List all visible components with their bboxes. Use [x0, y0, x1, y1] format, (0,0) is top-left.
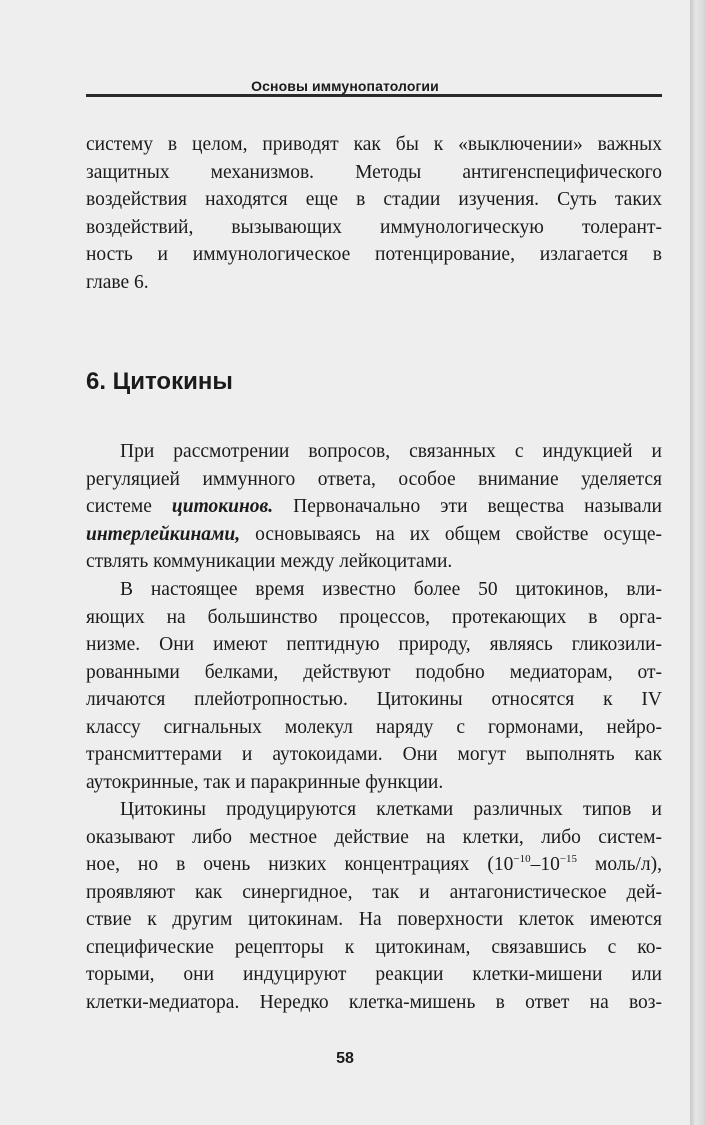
text-line [86, 493, 662, 521]
running-head: Основы иммунопатологии [251, 78, 439, 94]
opening-paragraph [86, 131, 662, 296]
text-line: аутокринные, так и паракринные функции. [86, 771, 444, 793]
text-run: моль/л), [577, 854, 662, 875]
text-line: личаются плейотропностью. Цитокины относятся к IV [86, 689, 662, 710]
text-line: ность и иммунологическое потенцирование, излагается в [86, 244, 662, 265]
text-line: систему в целом, приводят как бы к «выключении» важных [86, 134, 662, 155]
header-rule [86, 94, 662, 97]
page-edge [690, 0, 705, 1125]
text-line: яющих на большинство процессов, протекающих в орга- [86, 606, 662, 628]
text-line: торыми, они индуцируют реакции клетки-мишени или [86, 964, 662, 985]
text-line: главе 6. [86, 271, 149, 293]
text-line: регуляцией иммунного ответа, особое внимание уделяется [86, 468, 662, 490]
exponent: −10 [513, 853, 531, 865]
italic-term: интерлейкинами, [86, 523, 241, 545]
text-line: защитных механизмов. Методы антигенспецифического [86, 161, 662, 183]
text-line: трансмиттерами и аутокоидами. Они могут выполнять как [86, 744, 662, 765]
text-run: Первоначально эти вещества называли [273, 496, 662, 517]
text-line: При рассмотрении вопросов, связанных с индукцией и [120, 441, 662, 462]
text-run: системе [86, 496, 172, 517]
text-line [86, 851, 662, 879]
text-line: специфические рецепторы к цитокинам, связавшись с ко- [86, 936, 662, 958]
paragraph-cytokines-intro [86, 438, 662, 576]
text-line: ствлять коммуникации между лейкоцитами. [86, 551, 453, 572]
text-line [86, 521, 662, 549]
text-line: воздействий, вызывающих иммунологическую толерант- [86, 216, 662, 238]
text-line: рованными белками, действуют подобно медиаторам, от- [86, 661, 662, 683]
italic-term: цитокинов. [171, 496, 274, 517]
text-line: проявляют как синергидное, так и антагонистическое дей- [86, 881, 662, 903]
paragraph-cytokines-count [86, 576, 662, 796]
text-line: воздействия находятся еще в стадии изучения. Суть таких [86, 189, 662, 210]
page-number: 58 [336, 1050, 354, 1067]
text-line: В настоящее время известно более 50 цитокинов, вли- [120, 579, 662, 600]
text-run: ное, но в очень низких концентрациях (10 [86, 854, 514, 875]
exponent: −15 [559, 853, 578, 865]
text-run: основываясь на их общем свойстве осуще- [240, 523, 662, 545]
section-heading: 6. Цитокины [86, 368, 233, 395]
text-line: классу сигнальных молекул наряду с гормонами, нейро- [86, 716, 662, 738]
text-line: оказывают либо местное действие на клетки, либо систем- [86, 826, 662, 848]
text-run: –10 [530, 854, 560, 875]
text-line: Цитокины продуцируются клетками различных типов и [120, 799, 662, 820]
text-line: низме. Они имеют пептидную природу, являясь гликозили- [86, 634, 662, 655]
text-line: клетки-медиатора. Нередко клетка-мишень в ответ на воз- [86, 991, 662, 1013]
paragraph-cytokines-action [86, 796, 662, 1016]
text-line: ствие к другим цитокинам. На поверхности клеток имеются [86, 909, 662, 930]
